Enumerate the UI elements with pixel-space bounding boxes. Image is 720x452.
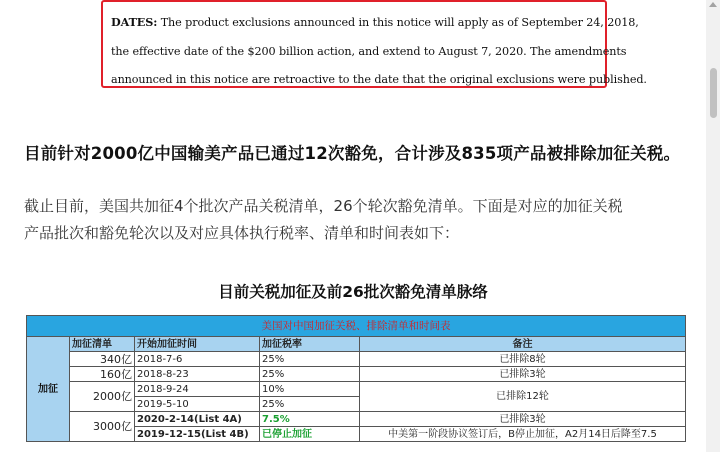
amount-cell: 160亿 [70, 367, 135, 382]
rate-cell: 已停止加征 [260, 427, 360, 442]
note-cell: 已排除3轮 [360, 367, 686, 382]
category-cell: 加征 [27, 337, 70, 442]
table-row [27, 412, 686, 427]
table-row [27, 367, 686, 382]
table-caption: 目前关税加征及前26批次豁免清单脉络 [218, 283, 488, 301]
note-cell: 已排除8轮 [360, 352, 686, 367]
rate-cell: 7.5% [260, 412, 360, 427]
dates-notice-box [101, 0, 647, 88]
table-row [27, 352, 686, 367]
scroll-thumb[interactable] [710, 68, 717, 118]
note-cell: 已排除12轮 [360, 382, 686, 412]
amount-cell: 340亿 [70, 352, 135, 367]
rate-cell: 25% [260, 352, 360, 367]
date-cell: 2018-8-23 [135, 367, 260, 382]
date-cell: 2018-7-6 [135, 352, 260, 367]
date-cell: 2019-12-15(List 4B) [135, 427, 260, 442]
header-note: 备注 [360, 337, 686, 352]
notice-line-1 [111, 8, 639, 38]
vertical-scrollbar[interactable] [706, 0, 720, 452]
scroll-up-arrow-icon[interactable] [709, 2, 717, 7]
rate-cell: 10% [260, 382, 360, 397]
amount-cell: 3000亿 [70, 412, 135, 442]
tariff-table [26, 315, 686, 442]
date-cell: 2018-9-24 [135, 382, 260, 397]
header-start-date: 开始加征时间 [135, 337, 260, 352]
dates-label: DATES: [111, 15, 158, 29]
note-cell: 已排除3轮 [360, 412, 686, 427]
header-list: 加征清单 [70, 337, 135, 352]
notice-line-3: announced in this notice are retroactive to the date that the original exclusions were published. [111, 73, 647, 86]
notice-line-2: the effective date of the $200 billion action, and extend to August 7, 2020. The amendments [111, 44, 627, 58]
table-header-row [27, 337, 686, 352]
note-cell: 中美第一阶段协议签订后，B停止加征，A2月14日后降至7.5 [360, 427, 686, 442]
paragraph-line-1: 截止目前，美国共加征4个批次产品关税清单，26个轮次豁免清单。下面是对应的加征关税 [24, 197, 623, 215]
article-heading: 目前针对2000亿中国输美产品已通过12次豁免，合计涉及835项产品被排除加征关税。 [24, 144, 681, 163]
table-title-row [27, 316, 686, 337]
notice-line-1-text: The product exclusions announced in this notice will apply as of September 24, 2018, [157, 16, 639, 29]
rate-cell: 25% [260, 397, 360, 412]
article-paragraph [24, 193, 694, 247]
paragraph-line-2: 产品批次和豁免轮次以及对应具体执行税率、清单和时间表如下： [24, 224, 460, 242]
header-rate: 加征税率 [260, 337, 360, 352]
amount-cell: 2000亿 [70, 382, 135, 412]
table-title: 美国对中国加征关税、排除清单和时间表 [27, 316, 686, 337]
rate-cell: 25% [260, 367, 360, 382]
date-cell: 2019-5-10 [135, 397, 260, 412]
date-cell: 2020-2-14(List 4A) [135, 412, 260, 427]
table-row [27, 382, 686, 397]
